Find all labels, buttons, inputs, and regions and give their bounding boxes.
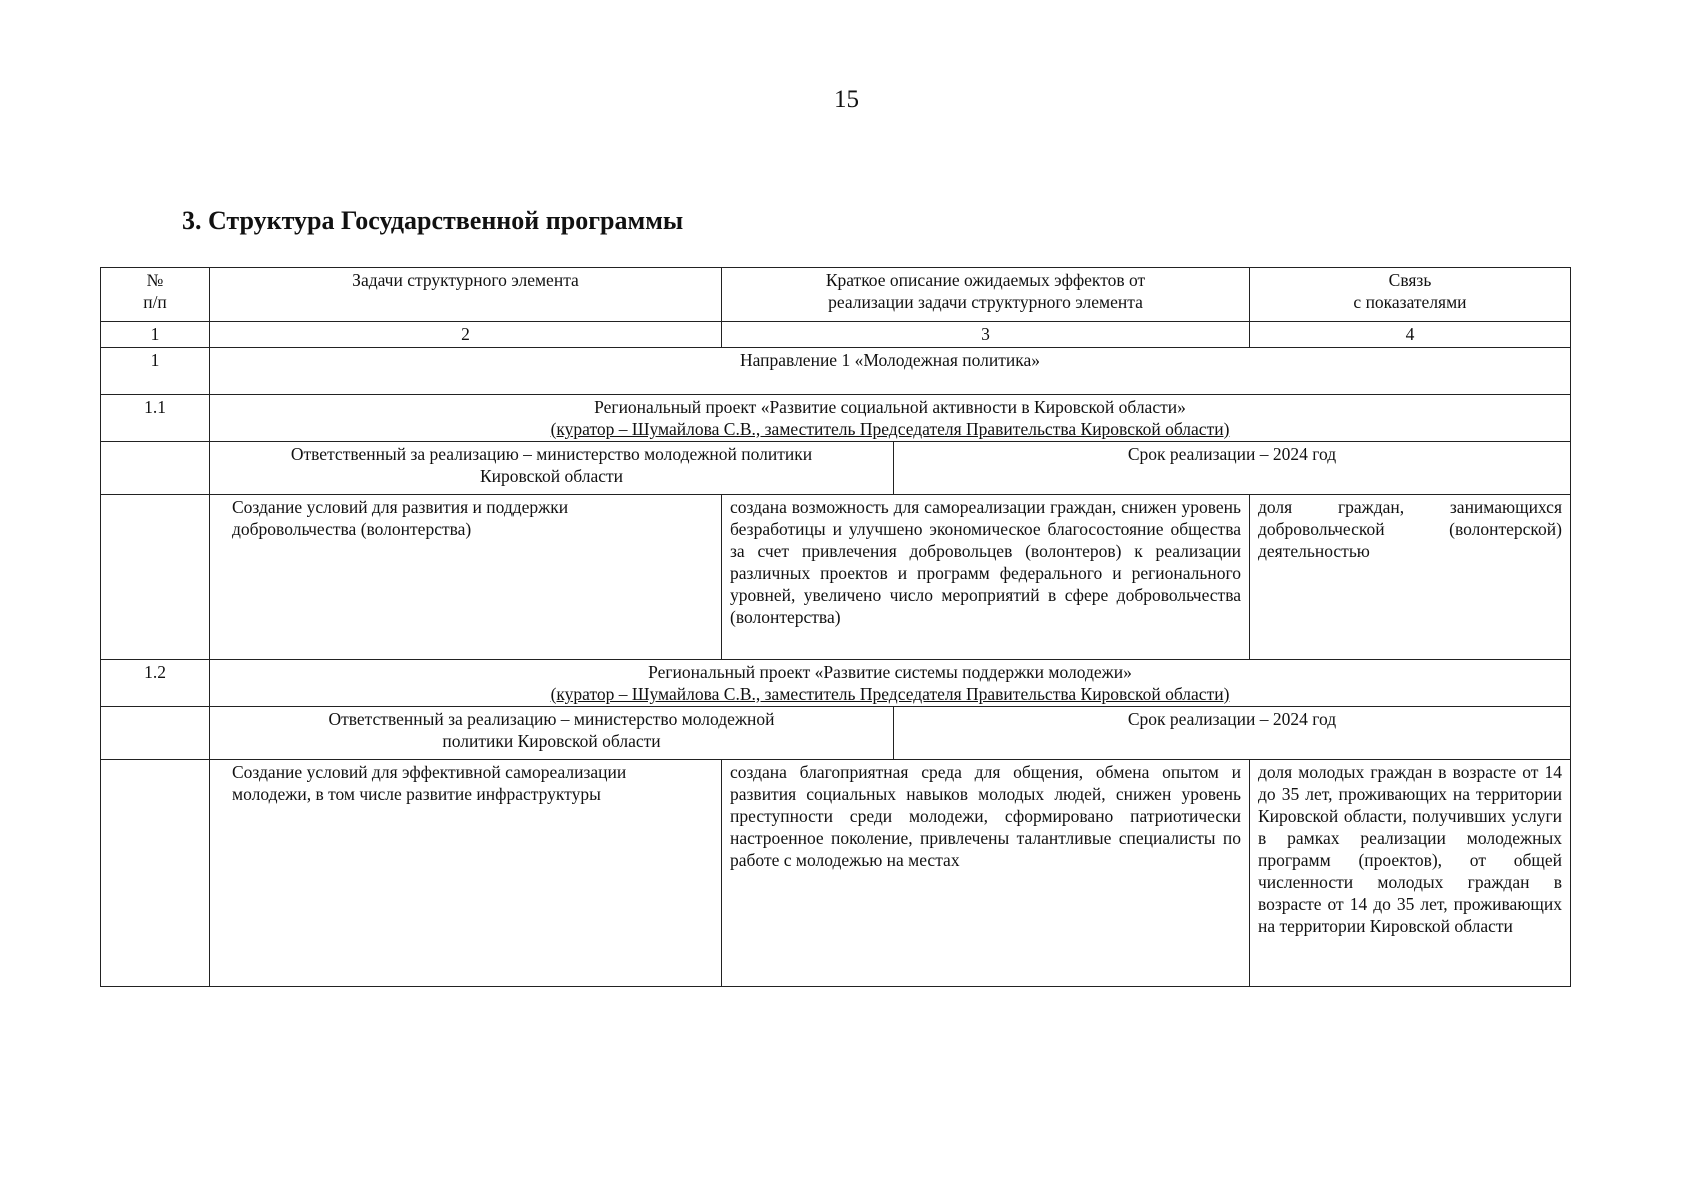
project-title: Региональный проект «Развитие социальной активности в Кировской области» bbox=[594, 397, 1186, 417]
column-number-row bbox=[101, 322, 1571, 348]
responsible-cell bbox=[210, 707, 894, 760]
header-indicators-line1: Связь bbox=[1388, 270, 1432, 290]
responsible-line1: Ответственный за реализацию – министерство молодежной bbox=[328, 709, 775, 729]
indicator-cell: доля граждан, занимающихся добровольческой (волонтерской) деятельностью bbox=[1250, 495, 1571, 660]
task-line2: добровольчества (волонтерства) bbox=[232, 519, 472, 539]
header-tasks: Задачи структурного элемента bbox=[210, 268, 722, 322]
responsible-row bbox=[101, 442, 1571, 495]
project-curator: (куратор – Шумайлова С.В., заместитель Председателя Правительства Кировской области) bbox=[550, 684, 1230, 704]
responsible-line2: Кировской области bbox=[479, 466, 624, 486]
responsible-row bbox=[101, 707, 1571, 760]
header-effects bbox=[722, 268, 1250, 322]
column-number: 2 bbox=[210, 322, 722, 348]
project-title: Региональный проект «Развитие системы поддержки молодежи» bbox=[648, 662, 1132, 682]
responsible-cell bbox=[210, 442, 894, 495]
responsible-line2: политики Кировской области bbox=[442, 731, 661, 751]
header-num-line2: п/п bbox=[143, 292, 167, 312]
project-header bbox=[210, 395, 1571, 442]
header-indicators-line2: с показателями bbox=[1353, 292, 1467, 312]
task-line2: молодежи, в том числе развитие инфраструктуры bbox=[232, 784, 601, 804]
header-effects-line2: реализации задачи структурного элемента bbox=[828, 292, 1143, 312]
task-cell bbox=[210, 495, 722, 660]
program-structure-table bbox=[100, 267, 1571, 987]
effect-cell: создана возможность для самореализации граждан, снижен уровень безработицы и улучшено экономическое благосостояние общества за счет привлечения добровольцев (волонтеров) к реализации различных проектов и программ федерального и регионального уровней, увеличено число мероприятий в сфере добровольчества (волонтерства) bbox=[722, 495, 1250, 660]
task-row bbox=[101, 495, 1571, 660]
project-num: 1.1 bbox=[101, 395, 210, 442]
empty-cell bbox=[101, 442, 210, 495]
project-row bbox=[101, 660, 1571, 707]
column-number: 1 bbox=[101, 322, 210, 348]
header-num bbox=[101, 268, 210, 322]
task-line1: Создание условий для эффективной самореализации bbox=[232, 762, 627, 782]
term-cell: Срок реализации – 2024 год bbox=[894, 442, 1571, 495]
project-num: 1.2 bbox=[101, 660, 210, 707]
term-cell: Срок реализации – 2024 год bbox=[894, 707, 1571, 760]
empty-cell bbox=[101, 707, 210, 760]
task-row bbox=[101, 760, 1571, 987]
section-title: 3. Структура Государственной программы bbox=[182, 206, 684, 235]
table-header-row bbox=[101, 268, 1571, 322]
project-curator: (куратор – Шумайлова С.В., заместитель Председателя Правительства Кировской области) bbox=[550, 419, 1230, 439]
task-cell bbox=[210, 760, 722, 987]
effect-cell: создана благоприятная среда для общения, обмена опытом и развития социальных навыков молодых людей, снижен уровень преступности среди молодежи, сформировано патриотически настроенное поколение, привлечены талантливые специалисты по работе с молодежью на местах bbox=[722, 760, 1250, 987]
empty-cell bbox=[101, 760, 210, 987]
indicator-cell: доля молодых граждан в возрасте от 14 до 35 лет, проживающих на территории Кировской области, получивших услуги в рамках реализации молодежных программ (проектов), от общей численности молодых граждан в возрасте от 14 до 35 лет, проживающих на территории Кировской области bbox=[1250, 760, 1571, 987]
empty-cell bbox=[101, 495, 210, 660]
header-indicators bbox=[1250, 268, 1571, 322]
column-number: 4 bbox=[1250, 322, 1571, 348]
task-line1: Создание условий для развития и поддержки bbox=[232, 497, 569, 517]
direction-row bbox=[101, 348, 1571, 395]
header-num-line1: № bbox=[146, 270, 164, 290]
responsible-line1: Ответственный за реализацию – министерство молодежной политики bbox=[290, 444, 813, 464]
header-effects-line1: Краткое описание ожидаемых эффектов от bbox=[825, 270, 1146, 290]
direction-title: Направление 1 «Молодежная политика» bbox=[210, 348, 1571, 395]
project-row bbox=[101, 395, 1571, 442]
direction-num: 1 bbox=[101, 348, 210, 395]
page-number: 15 bbox=[834, 86, 859, 113]
project-header bbox=[210, 660, 1571, 707]
column-number: 3 bbox=[722, 322, 1250, 348]
